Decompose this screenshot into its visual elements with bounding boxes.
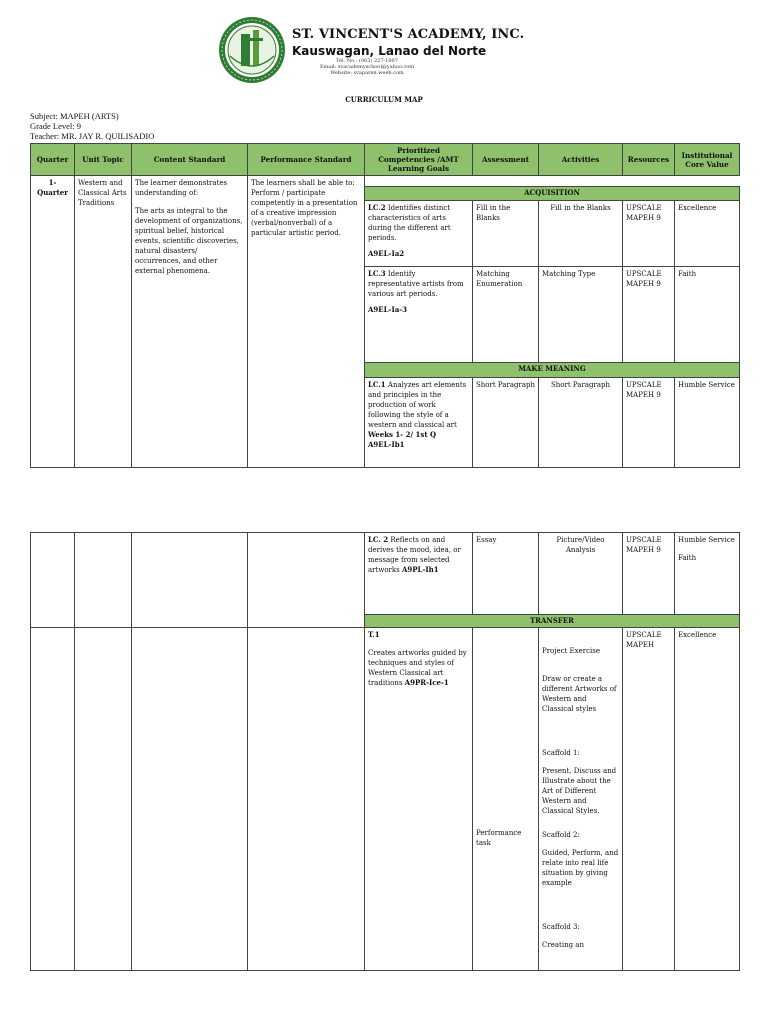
document-title: CURRICULUM MAP [345, 95, 423, 104]
competency-lc3 [365, 267, 473, 363]
assessment-lc1: Short Paragraph [473, 377, 539, 467]
assessment-t1: Performance task [473, 627, 539, 970]
lc2-label: LC.2 [368, 203, 386, 213]
activity-lc2: Fill in the Blanks [539, 201, 623, 267]
value-lc2: Excellence [675, 201, 740, 267]
content-standard-cell [132, 176, 248, 468]
t1-activity-6: Guided, Perform, and relate into real life situation by giving example [542, 848, 619, 887]
assessment-lc2b: Essay [473, 533, 539, 615]
value-lc3: Faith [675, 267, 740, 363]
performance-standard-body: Perform / participate competently in a presentation of a creative impression (verbal/nonverbal) of a particular artistic period. [251, 189, 358, 237]
lc3-label: LC.3 [368, 269, 386, 279]
performance-standard-intro: The learners shall be able to: [251, 179, 355, 187]
header-unit-topic: Unit Topic [75, 144, 132, 176]
value-lc2b [675, 533, 740, 615]
lc1-text: Analyzes art elements and principles in the production of work following the style of a western and classical art [368, 380, 467, 429]
empty-content-cell [132, 533, 248, 628]
assessment-lc3: Matching Enumeration [473, 267, 539, 363]
t1-activity-1: Project Exercise [542, 646, 600, 655]
school-contact [292, 58, 442, 76]
t1-text: Creates artworks guided by techniques and styles of Western Classical art traditions [368, 648, 467, 687]
lc3-text: Identify representative artists from various art periods. [368, 270, 464, 299]
unit-topic-cell: Western and Classical Arts Traditions [75, 176, 132, 468]
competency-lc2b [365, 533, 473, 615]
t1-activity-5: Scaffold 2: [542, 830, 580, 839]
empty-content-cell [132, 627, 248, 970]
band-make-meaning: MAKE MEANING [365, 363, 740, 377]
header-core-value: Institutional Core Value [675, 144, 740, 176]
lc1-label: LC.1 [368, 379, 386, 389]
assessment-lc2: Fill in the Blanks [473, 201, 539, 267]
competency-lc2 [365, 201, 473, 267]
value-t1: Excellence [675, 627, 740, 970]
content-standard-intro: The learner demonstrates understanding of: [135, 179, 228, 197]
performance-standard-cell [248, 176, 365, 468]
activity-t1 [539, 627, 623, 970]
school-location: Kauswagan, Lanao del Norte [292, 44, 487, 58]
resource-lc2b: UPSCALE MAPEH 9 [623, 533, 675, 615]
t1-activity-2: Draw or create a different Artworks of Western and Classical styles [542, 674, 617, 713]
lc2b-code: A9PL-Ih1 [401, 565, 439, 574]
lc3-code: A9EL-Ia-3 [368, 305, 408, 315]
header-resources: Resources [623, 144, 675, 176]
contact-tel: Tel. No.: (063) 227-1007 [336, 58, 398, 64]
competency-t1 [365, 627, 473, 970]
teacher-line: Teacher: MR. JAY R. QUILISADIO [30, 131, 155, 141]
lc2b-text: Reflects on and derives the mood, idea, or message from selected artworks [368, 536, 461, 574]
lc1-weeks: Weeks 1- 2/ 1st Q [368, 429, 437, 439]
value-lc2b-2: Faith [678, 554, 697, 562]
header-performance-standard: Performance Standard [248, 144, 365, 176]
table-row [31, 176, 740, 187]
t1-activity-8: Creating an [542, 940, 584, 949]
table-header-row [31, 144, 740, 176]
empty-quarter-cell [31, 533, 75, 628]
school-name: ST. VINCENT'S ACADEMY, INC. [292, 27, 525, 42]
spacer-cell [365, 176, 740, 187]
contact-email: Email: svacademyschool@yahoo.com [319, 64, 415, 70]
t1-label: T.1 [368, 629, 380, 639]
value-lc2b-1: Humble Service [678, 536, 735, 544]
empty-quarter-cell [31, 627, 75, 970]
contact-website: Website: svaparen.weeb.com [330, 70, 404, 76]
resource-lc1: UPSCALE MAPEH 9 [623, 377, 675, 467]
activity-lc1: Short Paragraph [539, 377, 623, 467]
resource-lc2: UPSCALE MAPEH 9 [623, 201, 675, 267]
lc1-code: A9EL-Ib1 [368, 439, 405, 449]
t1-code: A9PR-Ice-1 [404, 677, 449, 687]
table-row [31, 533, 740, 615]
empty-performance-cell [248, 533, 365, 628]
value-lc1: Humble Service [675, 377, 740, 467]
table-row [31, 627, 740, 970]
resource-t1: UPSCALE MAPEH [623, 627, 675, 970]
empty-unit-cell [75, 627, 132, 970]
grade-level-line: Grade Level: 9 [30, 121, 81, 131]
curriculum-table-part-2 [30, 532, 740, 971]
school-seal-logo [218, 16, 286, 84]
quarter-cell: 1-Quarter [31, 176, 75, 468]
content-standard-body: The arts as integral to the development of organizations, spiritual belief, historical events, scientific discoveries, natural disasters/ occurrences, and other external phenomena. [135, 207, 243, 275]
empty-unit-cell [75, 533, 132, 628]
t1-activity-3: Scaffold 1: [542, 748, 580, 757]
activity-lc2b: Picture/Video Analysis [539, 533, 623, 615]
lc2-text: Identifies distinct characteristics of arts during the different art periods. [368, 204, 451, 243]
empty-performance-cell [248, 627, 365, 970]
lc2b-label: LC. 2 [368, 535, 389, 544]
header-content-standard: Content Standard [132, 144, 248, 176]
competency-lc1 [365, 377, 473, 467]
header-quarter: Quarter [31, 144, 75, 176]
lc2-code: A9EL-Ia2 [368, 249, 405, 259]
t1-activity-4: Present, Discuss and Illustrate about the Art of Different Western and Classical Styles. [542, 766, 617, 815]
subject-line: Subject: MAPEH (ARTS) [30, 111, 119, 121]
t1-activity-7: Scaffold 3: [542, 922, 580, 931]
header-competencies: Prioritized Competencies /AMT Learning Goals [365, 144, 473, 176]
band-acquisition: ACQUISITION [365, 187, 740, 201]
curriculum-table-part-1 [30, 143, 740, 468]
band-transfer: TRANSFER [365, 615, 740, 628]
resource-lc3: UPSCALE MAPEH 9 [623, 267, 675, 363]
header-activities: Activities [539, 144, 623, 176]
header-assessment: Assessment [473, 144, 539, 176]
activity-lc3: Matching Type [539, 267, 623, 363]
